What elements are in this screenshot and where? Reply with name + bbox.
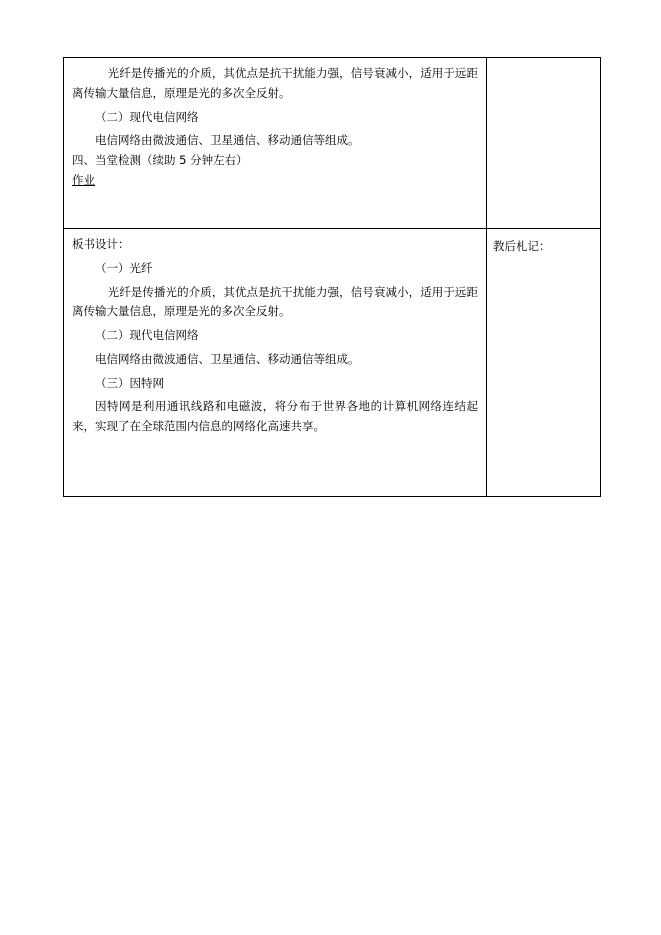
paragraph-internet-definition: 因特网是利用通讯线路和电磁波，将分布于世界各地的计算机网络连结起来，实现了在全球范围内信息的网络化高速共享。 bbox=[72, 399, 478, 434]
table-cell-top-main bbox=[64, 58, 487, 229]
paragraph-telecom-network-composition-board: 电信网络由微波通信、卫星通信、移动通信等组成。 bbox=[95, 351, 360, 366]
heading-modern-telecom-network: （二）现代电信网络 bbox=[95, 109, 199, 124]
paragraph-telecom-network-composition: 电信网络由微波通信、卫星通信、移动通信等组成。 bbox=[95, 133, 360, 148]
heading-fiber: （一）光纤 bbox=[95, 260, 153, 275]
heading-blackboard-design: 板书设计： bbox=[72, 237, 130, 251]
label-homework: 作业 bbox=[72, 172, 95, 187]
heading-modern-telecom-network-board: （二）现代电信网络 bbox=[95, 328, 199, 343]
lesson-plan-table bbox=[63, 57, 601, 497]
table-cell-top-side bbox=[487, 58, 601, 229]
paragraph-fiber-definition: 光纤是传播光的介质，其优点是抗干扰能力强，信号衰减小，适用于远距离传输大量信息，原理是光的多次全反射。 bbox=[72, 66, 478, 100]
heading-class-test: 四、当堂检测（续助 5 分钟左右） bbox=[72, 153, 248, 168]
table-cell-bottom-main bbox=[64, 229, 487, 497]
heading-internet: （三）因特网 bbox=[95, 375, 164, 390]
table-row-bottom bbox=[64, 229, 601, 497]
label-post-lesson-notes: 教后札记： bbox=[493, 239, 551, 253]
paragraph-fiber-definition-board: 光纤是传播光的介质，其优点是抗干扰能力强，信号衰减小，适用于远距离传输大量信息，原理是光的多次全反射。 bbox=[72, 284, 478, 319]
table-cell-bottom-side bbox=[487, 229, 601, 497]
table-row-top bbox=[64, 58, 601, 229]
